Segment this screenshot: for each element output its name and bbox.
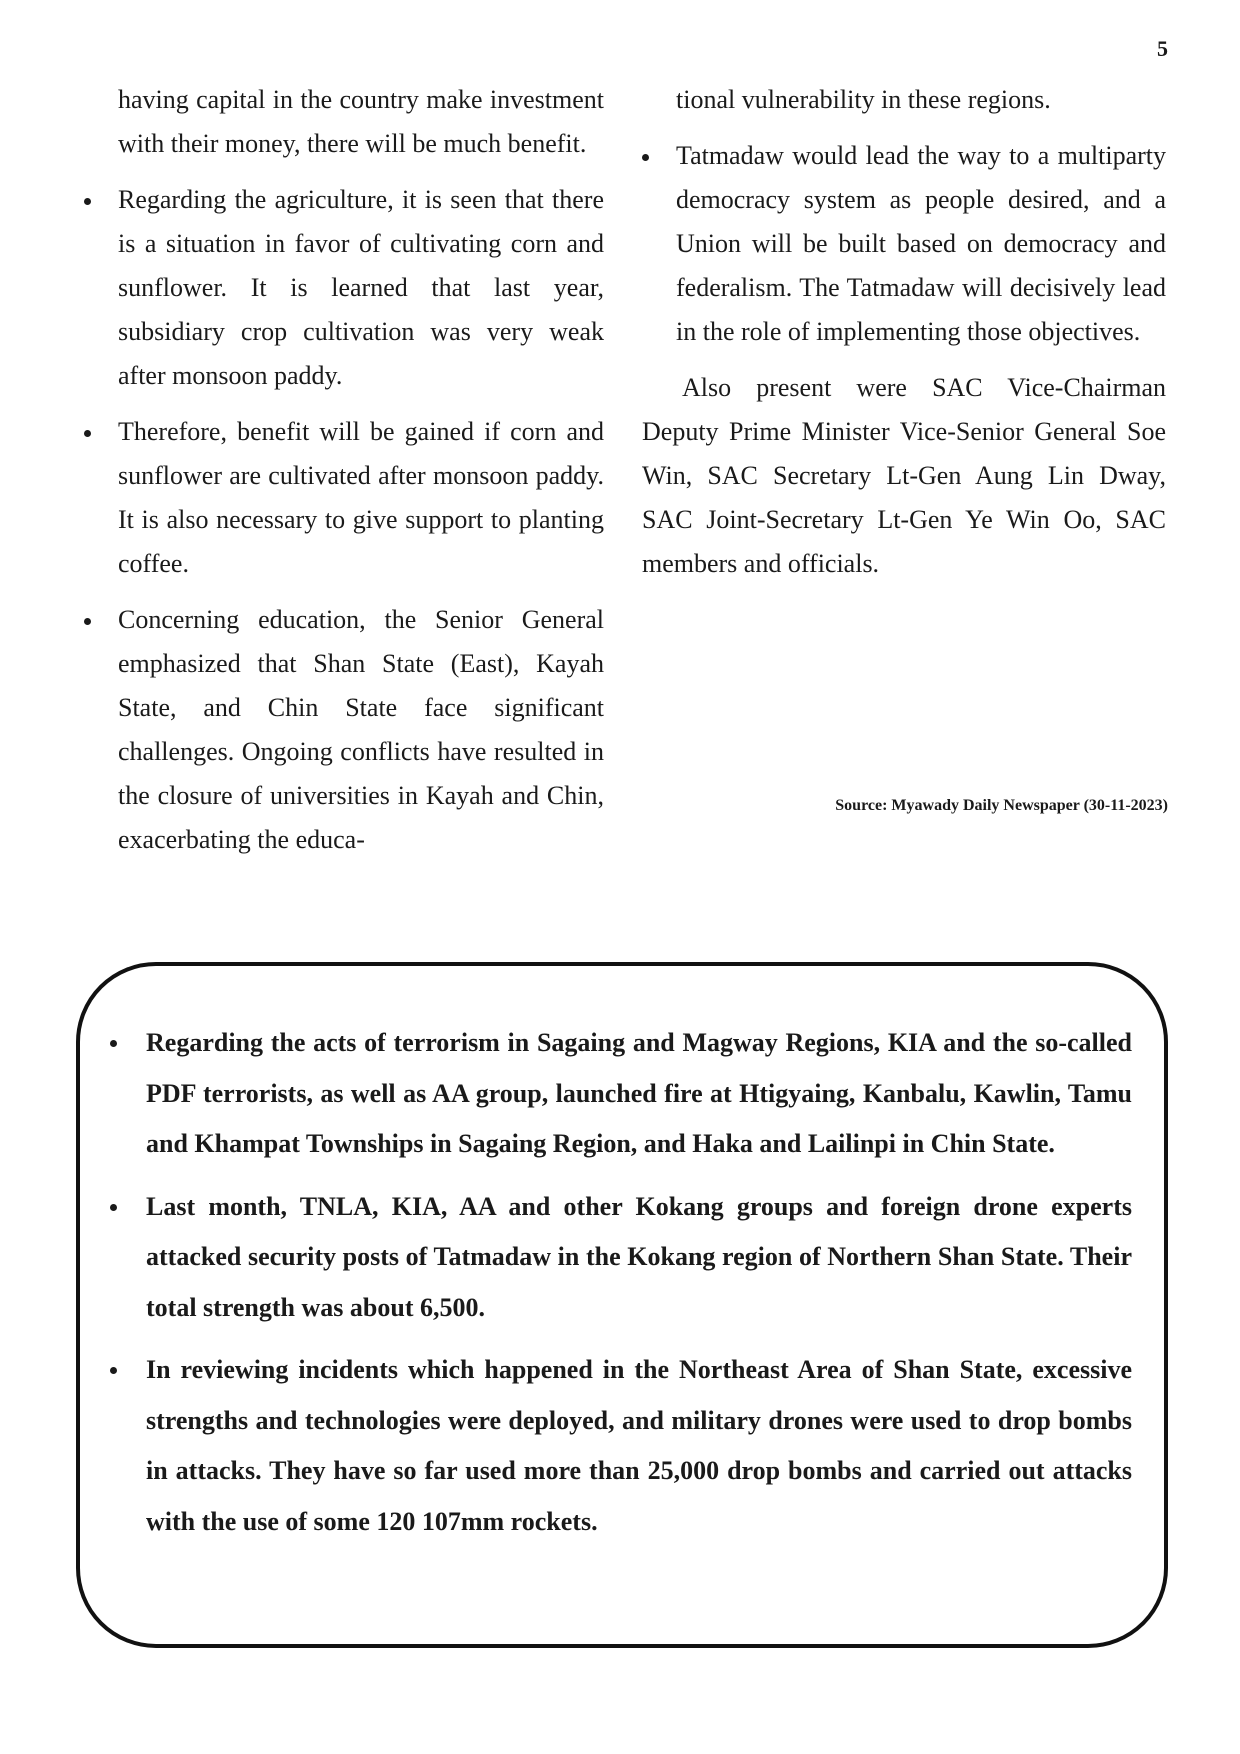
bullet-list [642, 134, 1166, 354]
bullet-item-agriculture: Regarding the agriculture, it is seen that there is a situation in favor of cultivating corn and sunflower. It is learned that last year, subsidiary crop cultivation was very weak after monsoon paddy. [84, 178, 604, 398]
boxed-bullet-drone-bombs: In reviewing incidents which happened in the Northeast Area of Shan State, excessive strengths and technologies were deployed, and military drones were used to drop bombs in attacks. They have so far used more than 25,000 drop bombs and carried out attacks with the use of some 120 107mm rockets. [108, 1345, 1132, 1547]
page-number: 5 [1157, 36, 1168, 61]
boxed-bullet-list [108, 1018, 1132, 1547]
continued-paragraph: having capital in the country make investment with their money, there will be much benefit. [118, 85, 604, 158]
bullet-item-education: Concerning education, the Senior General emphasized that Shan State (East), Kayah State, and Chin State face significant challenges. Ongoing conflicts have resulted in the closure of universities in Kayah and Chin, exacerbating the educa- [84, 598, 604, 862]
continued-paragraph: tional vulnerability in these regions. [676, 85, 1051, 114]
bullet-item-crops-benefit: Therefore, benefit will be gained if corn and sunflower are cultivated after monsoon paddy. It is also necessary to give support to planting coffee. [84, 410, 604, 586]
closing-paragraph: Also present were SAC Vice-Chairman Deputy Prime Minister Vice-Senior General Soe Win, SAC Secretary Lt-Gen Aung Lin Dway, SAC Joint-Secretary Lt-Gen Ye Win Oo, SAC members and officials. [642, 373, 1166, 578]
boxed-bullet-terrorism: Regarding the acts of terrorism in Sagaing and Magway Regions, KIA and the so-called PDF terrorists, as well as AA group, launched fire at Htigyaing, Kanbalu, Kawlin, Tamu and Khampat Townships in Sagaing Region, and Haka and Lailinpi in Chin State. [108, 1018, 1132, 1170]
right-column [642, 78, 1166, 598]
highlight-box-content [108, 1018, 1132, 1559]
source-citation: Source: Myawady Daily Newspaper (30-11-2023) [835, 797, 1168, 814]
bullet-item-democracy: Tatmadaw would lead the way to a multiparty democracy system as people desired, and a Union will be built based on democracy and federalism. The Tatmadaw will decisively lead in the role of implementing those objectives. [642, 134, 1166, 354]
boxed-bullet-kokang-attack: Last month, TNLA, KIA, AA and other Kokang groups and foreign drone experts attacked security posts of Tatmadaw in the Kokang region of Northern Shan State. Their total strength was about 6,500. [108, 1182, 1132, 1334]
bullet-list [84, 178, 604, 862]
left-column [84, 78, 604, 874]
